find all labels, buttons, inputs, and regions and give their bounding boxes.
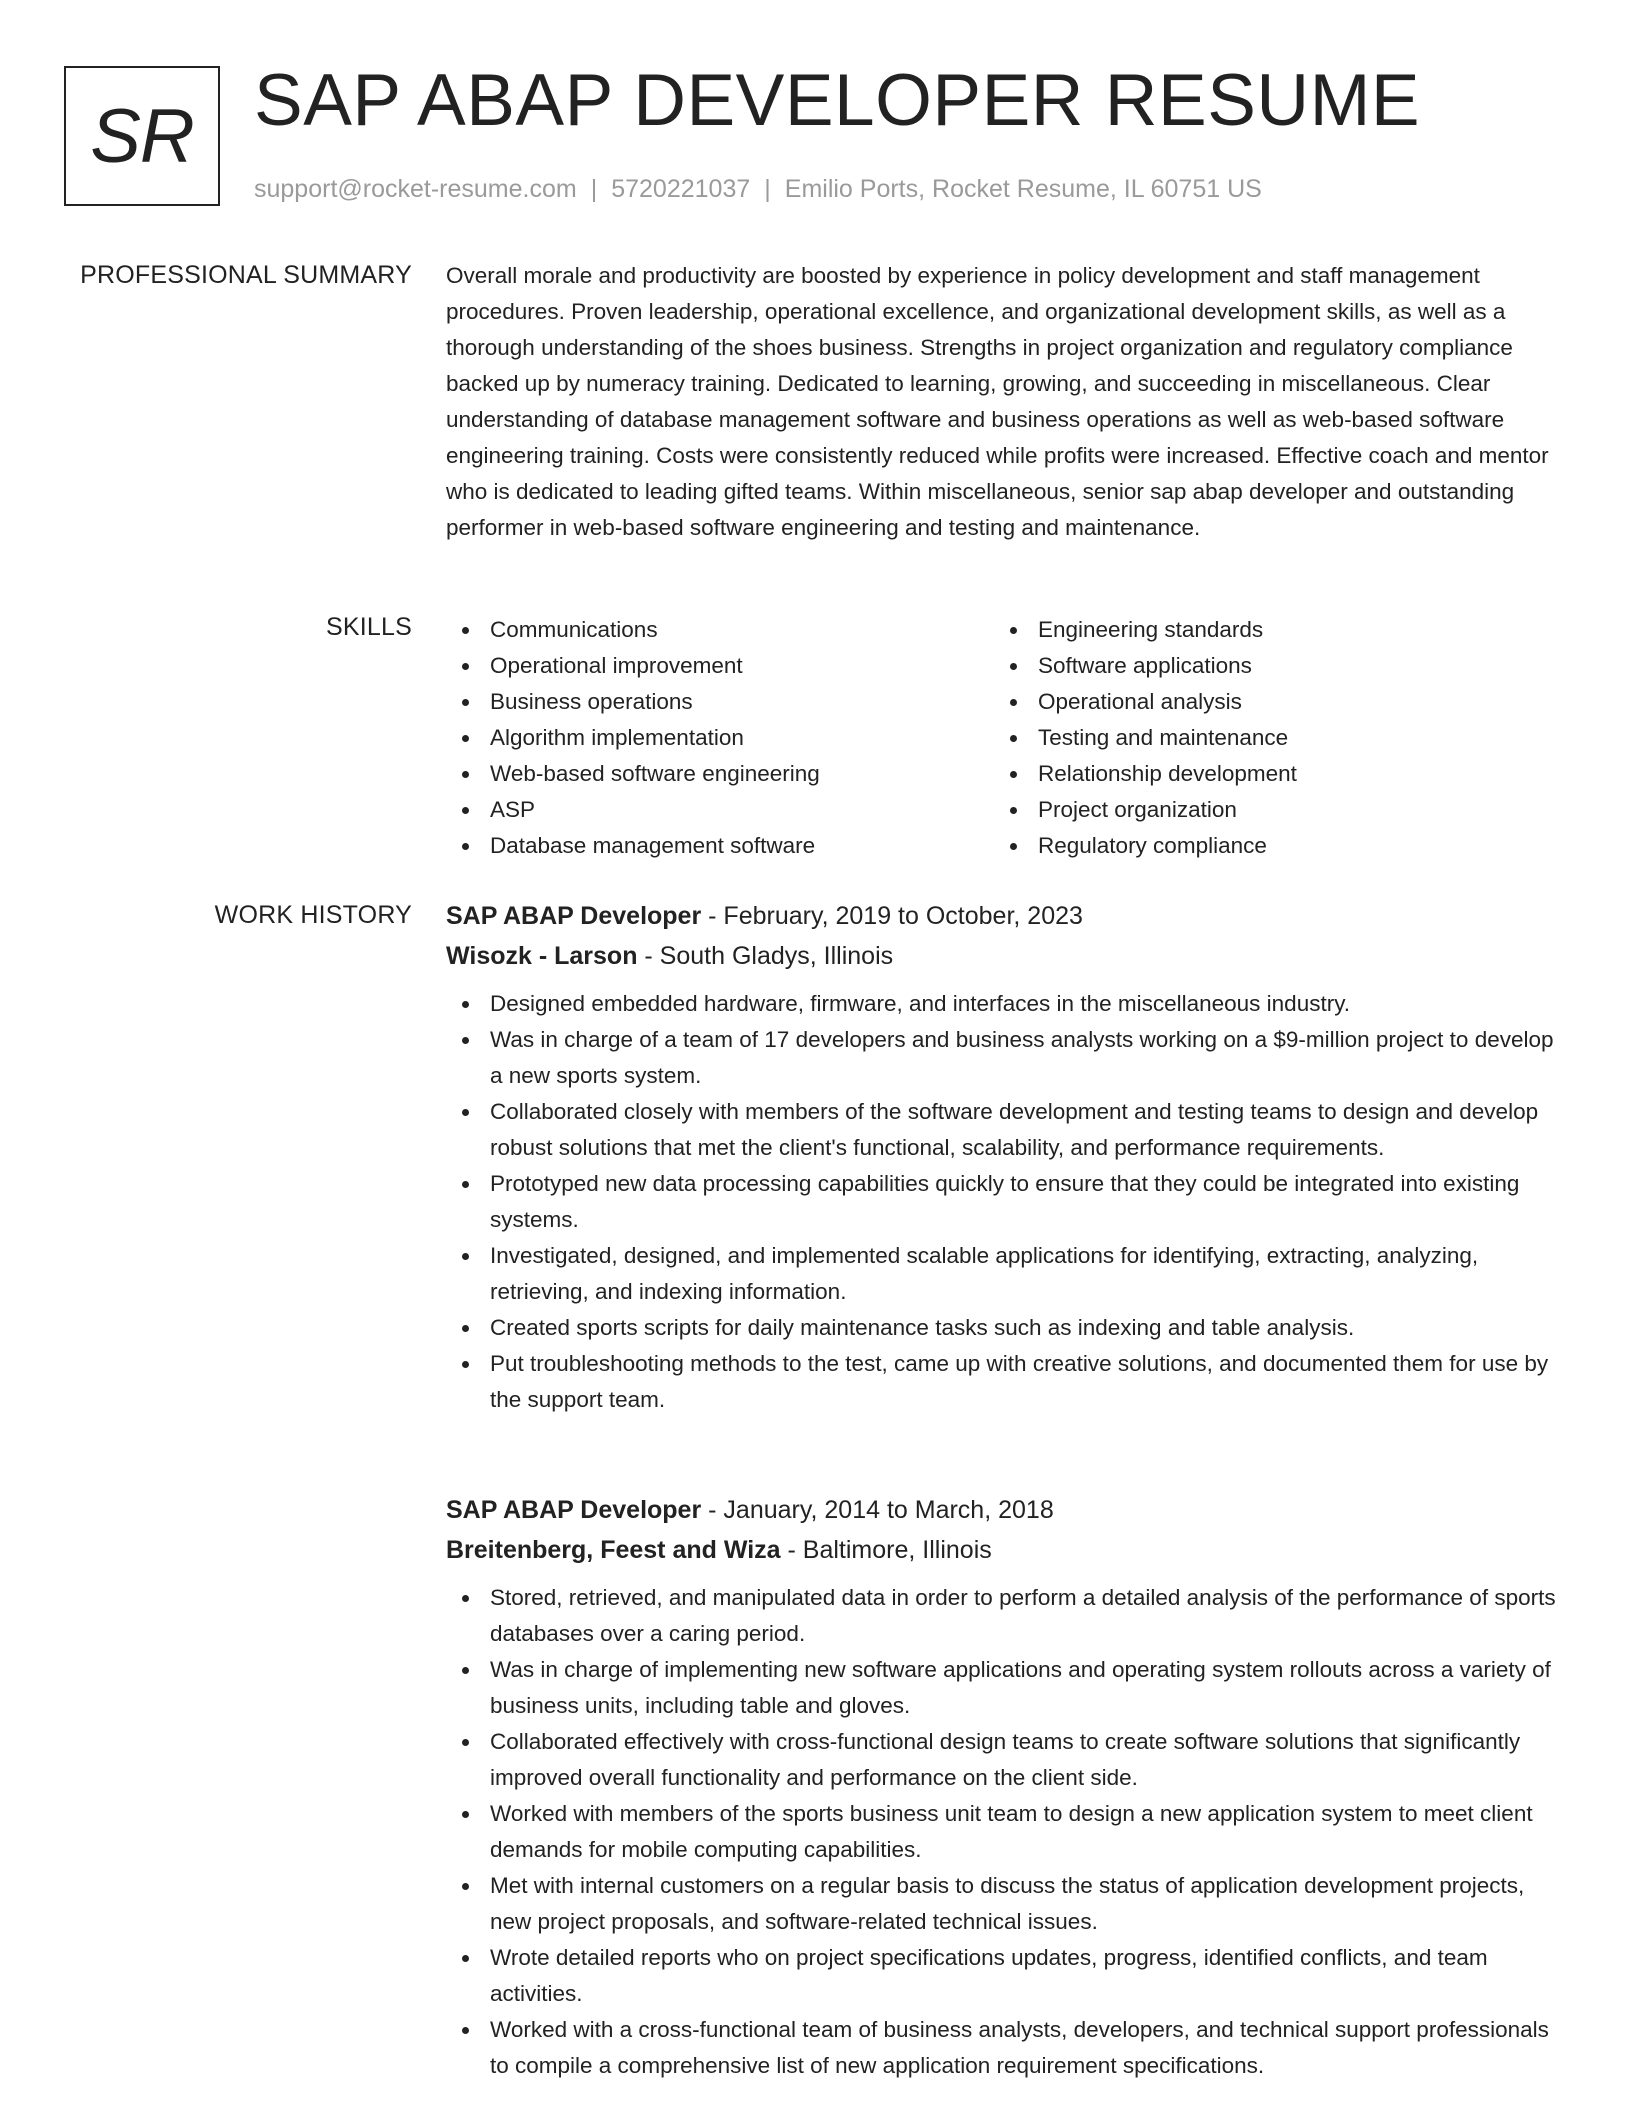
section-heading-summary: PROFESSIONAL SUMMARY (80, 261, 412, 289)
job-location: - Baltimore, Illinois (780, 1536, 992, 1564)
section-heading-skills: SKILLS (326, 613, 412, 641)
skills-list (446, 612, 1566, 864)
job-bullet: Put troubleshooting methods to the test, came up with creative solutions, and documented them for use by the support team. (446, 1346, 1566, 1418)
job-entry (446, 1490, 1566, 2084)
skill-item: Algorithm implementation (446, 720, 994, 756)
job-title-line (446, 1490, 1566, 1530)
contact-phone: 5720221037 (611, 175, 751, 203)
job-dates: - January, 2014 to March, 2018 (701, 1496, 1054, 1524)
skill-item: Engineering standards (994, 612, 1542, 648)
job-bullets (446, 1580, 1566, 2084)
section-heading-work-history: WORK HISTORY (214, 901, 412, 929)
skill-item: Web-based software engineering (446, 756, 994, 792)
job-dates: - February, 2019 to October, 2023 (701, 902, 1083, 930)
contact-email: support@rocket-resume.com (254, 175, 577, 203)
contact-line (254, 172, 1262, 206)
job-bullet: Met with internal customers on a regular basis to discuss the status of application development projects, new project proposals, and software-related technical issues. (446, 1868, 1566, 1940)
job-bullet: Was in charge of a team of 17 developers and business analysts working on a $9-million project to develop a new sports system. (446, 1022, 1566, 1094)
job-title-line (446, 896, 1566, 936)
job-title: SAP ABAP Developer (446, 902, 702, 930)
skill-item: Software applications (994, 648, 1542, 684)
skills-column-left (446, 612, 994, 864)
job-bullet: Was in charge of implementing new software applications and operating system rollouts across a variety of business units, including table and gloves. (446, 1652, 1566, 1724)
job-bullet: Prototyped new data processing capabilities quickly to ensure that they could be integrated into existing systems. (446, 1166, 1566, 1238)
job-entry (446, 896, 1566, 1418)
skill-item: Regulatory compliance (994, 828, 1542, 864)
job-company-line (446, 1530, 1566, 1570)
contact-address: Emilio Ports, Rocket Resume, IL 60751 US (784, 175, 1262, 203)
skill-item: Business operations (446, 684, 994, 720)
resume-title: SAP ABAP DEVELOPER RESUME (254, 60, 1421, 141)
job-bullet: Stored, retrieved, and manipulated data in order to perform a detailed analysis of the performance of sports databases over a caring period. (446, 1580, 1566, 1652)
skill-item: Project organization (994, 792, 1542, 828)
job-bullet: Worked with members of the sports business unit team to design a new application system to meet client demands for mobile computing capabilities. (446, 1796, 1566, 1868)
contact-separator: | (764, 175, 771, 203)
job-title: SAP ABAP Developer (446, 1496, 702, 1524)
summary-text: Overall morale and productivity are boosted by experience in policy development and staff management procedures. Proven leadership, operational excellence, and organizational development skills, as well as a thorough understanding of the shoes business. Strengths in project organization and regulatory compliance backed up by numeracy training. Dedicated to learning, growing, and succeeding in miscellaneous. Clear understanding of database management software and business operations as well as web-based software engineering training. Costs were consistently reduced while profits were increased. Effective coach and mentor who is dedicated to leading gifted teams. Within miscellaneous, senior sap abap developer and outstanding performer in web-based software engineering and testing and maintenance. (446, 263, 1549, 540)
monogram-initials: SR (90, 93, 194, 179)
job-bullet: Collaborated closely with members of the software development and testing teams to design and develop robust solutions that met the client's functional, scalability, and performance requirements. (446, 1094, 1566, 1166)
skill-item: Operational improvement (446, 648, 994, 684)
job-bullet: Worked with a cross-functional team of business analysts, developers, and technical support professionals to compile a comprehensive list of new application requirement specifications. (446, 2012, 1566, 2084)
skills-column-right (994, 612, 1542, 864)
job-bullet: Wrote detailed reports who on project specifications updates, progress, identified conflicts, and team activities. (446, 1940, 1566, 2012)
job-bullet: Investigated, designed, and implemented scalable applications for identifying, extracting, analyzing, retrieving, and indexing information. (446, 1238, 1566, 1310)
job-bullet: Created sports scripts for daily maintenance tasks such as indexing and table analysis. (446, 1310, 1566, 1346)
skill-item: Testing and maintenance (994, 720, 1542, 756)
monogram-box (64, 66, 220, 206)
job-bullet: Collaborated effectively with cross-functional design teams to create software solutions that significantly improved overall functionality and performance on the client side. (446, 1724, 1566, 1796)
skill-item: Operational analysis (994, 684, 1542, 720)
job-bullets (446, 986, 1566, 1418)
contact-separator: | (590, 175, 598, 203)
skill-item: ASP (446, 792, 994, 828)
job-company-line (446, 936, 1566, 976)
job-company: Breitenberg, Feest and Wiza (446, 1536, 781, 1564)
job-location: - South Gladys, Illinois (637, 942, 894, 970)
job-bullet: Designed embedded hardware, firmware, and interfaces in the miscellaneous industry. (446, 986, 1566, 1022)
skill-item: Communications (446, 612, 994, 648)
skill-item: Database management software (446, 828, 994, 864)
skill-item: Relationship development (994, 756, 1542, 792)
job-company: Wisozk - Larson (446, 942, 638, 970)
